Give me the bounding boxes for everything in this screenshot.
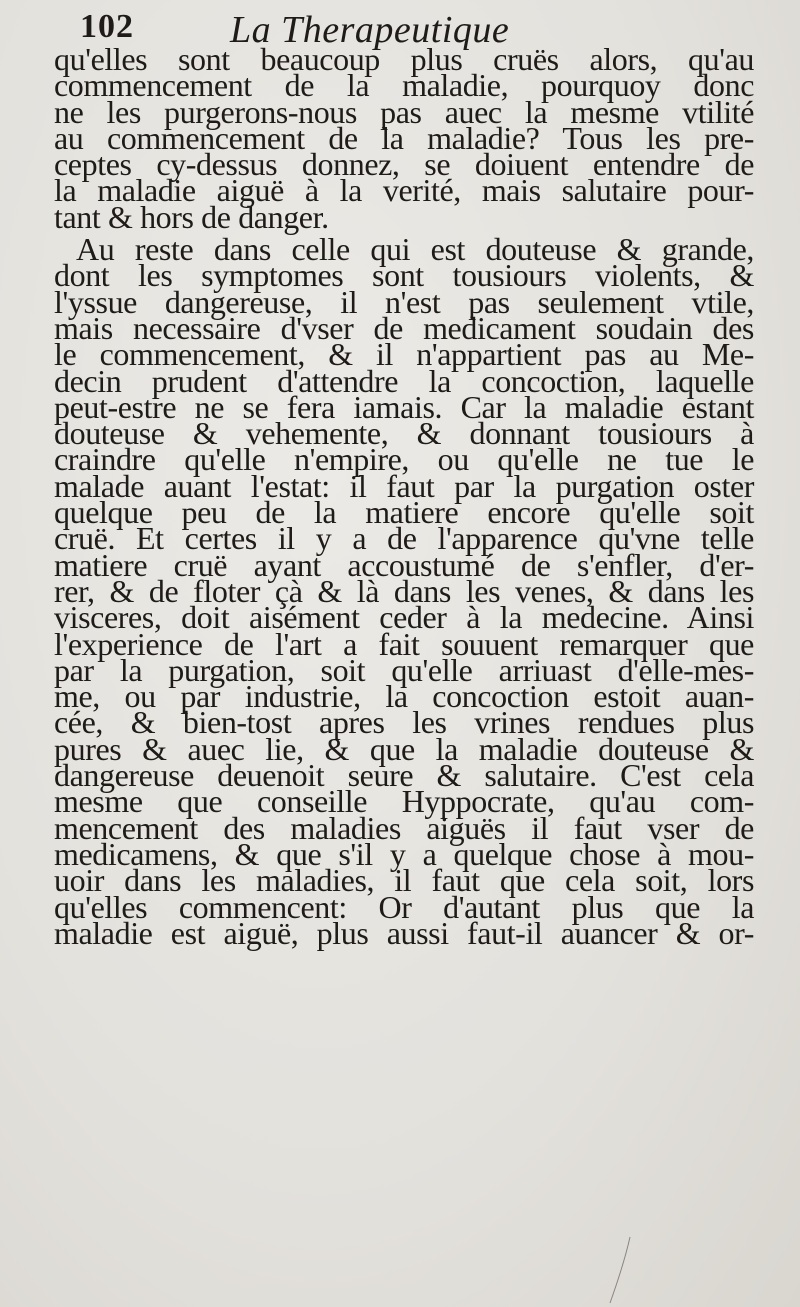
text-line: au commencement de la maladie? Tous les pre- xyxy=(54,119,754,156)
text-line: uoir dans les maladies, il faut que cela soit, lors xyxy=(54,862,754,899)
text-line: me, ou par industrie, la concoction estoit auan- xyxy=(54,678,754,715)
text-line: le commencement, & il n'appartient pas au Me- xyxy=(54,336,754,373)
text-line: mesme que conseille Hyppocrate, qu'au com- xyxy=(54,783,754,820)
text-line: qu'elles sont beaucoup plus cruës alors, qu'au xyxy=(54,41,754,77)
text-line: visceres, doit aisément ceder à la medecine. Ainsi xyxy=(54,599,754,636)
text-line: maladie est aiguë, plus aussi faut-il auancer & or- xyxy=(54,914,754,951)
paragraph-1 xyxy=(54,41,754,235)
text-line: matiere cruë ayant accoustumé de s'enfler, d'er- xyxy=(54,546,754,583)
text-line: douteuse & vehemente, & donnant tousiours à xyxy=(54,415,754,452)
text-line: l'experience de l'art a fait souuent remarquer que xyxy=(54,625,754,662)
text-line: qu'elles commencent: Or d'autant plus que la xyxy=(54,888,754,925)
text-line: rer, & de floter çà & là dans les venes, & dans les xyxy=(54,572,754,609)
text-line: Au reste dans celle qui est douteuse & grande, xyxy=(76,231,754,268)
body-text xyxy=(54,41,754,951)
text-line: decin prudent d'attendre la concoction, laquelle xyxy=(54,362,754,399)
page-number: 102 xyxy=(80,8,134,45)
text-line: peut-estre ne se fera iamais. Car la maladie estant xyxy=(54,388,754,425)
text-line: par la purgation, soit qu'elle arriuast d'elle-mes- xyxy=(54,651,754,688)
text-line: medicamens, & que s'il y a quelque chose à mou- xyxy=(54,835,754,872)
text-line: pures & auec lie, & que la maladie douteuse & xyxy=(54,730,754,767)
text-line: malade auant l'estat: il faut par la purgation oster xyxy=(54,467,754,504)
text-line: cée, & bien-tost apres les vrines rendues plus xyxy=(54,704,754,741)
text-line: commencement de la maladie, pourquoy donc xyxy=(54,67,754,104)
text-line: mencement des maladies aiguës il faut vser de xyxy=(54,809,754,846)
paragraph-2 xyxy=(54,231,754,951)
running-title: La Therapeutique xyxy=(230,9,510,51)
text-line: craindre qu'elle n'empire, ou qu'elle ne tue le xyxy=(54,441,754,478)
text-line: quelque peu de la matiere encore qu'elle soit xyxy=(54,494,754,531)
text-line: ne les purgerons-nous pas auec la mesme vtilité xyxy=(54,93,754,130)
text-line: dont les symptomes sont tousiours violents, & xyxy=(54,257,754,294)
text-line: mais necessaire d'vser de medicament soudain des xyxy=(54,309,754,346)
text-line: l'yssue dangereuse, il n'est pas seulement vtile, xyxy=(54,283,754,320)
text-line: la maladie aiguë à la verité, mais salutaire pour- xyxy=(54,172,754,209)
text-line: cruë. Et certes il y a de l'apparence qu'vne telle xyxy=(54,520,754,557)
pencil-mark xyxy=(600,1235,640,1305)
text-line: ceptes cy-dessus donnez, se doiuent entendre de xyxy=(54,146,754,183)
text-line: dangereuse deuenoit seure & salutaire. C'est cela xyxy=(54,757,754,794)
text-line: tant & hors de danger. xyxy=(54,198,329,235)
